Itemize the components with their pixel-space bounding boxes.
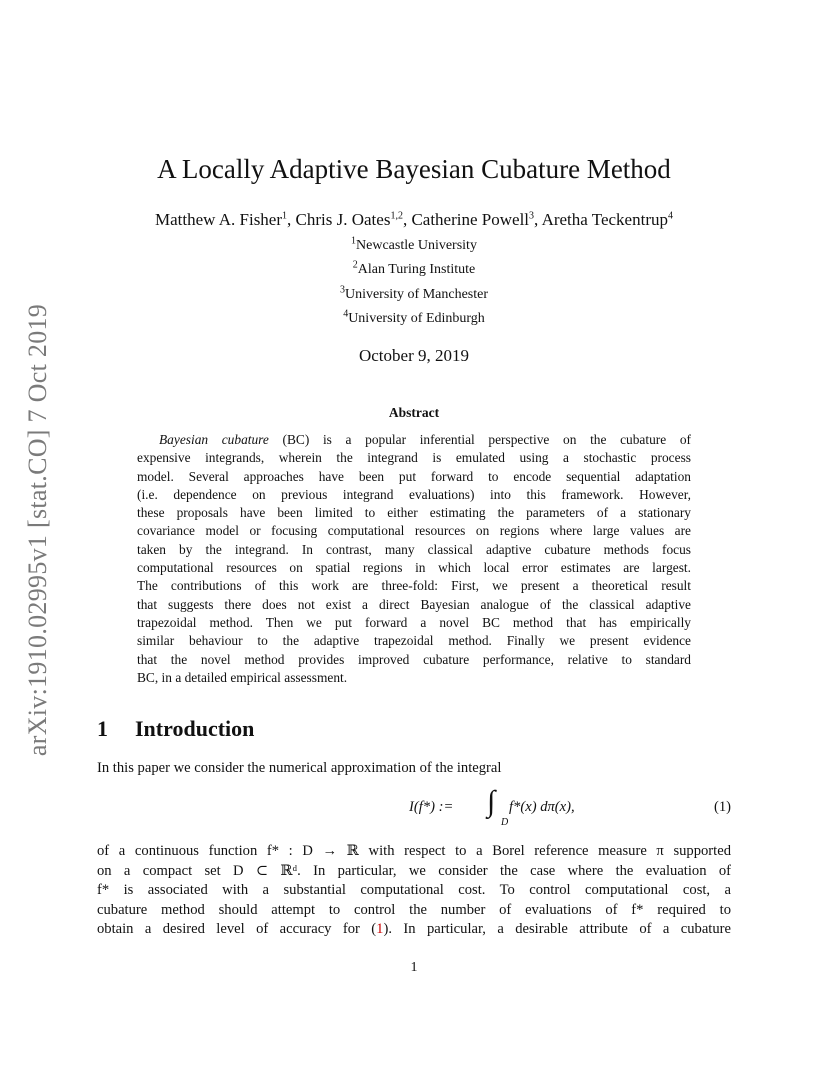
abstract-lead-term: Bayesian cubature [159, 432, 269, 447]
abstract-line: covariance model or focusing computational resources on regions where large values are [137, 523, 691, 539]
section-title: Introduction [135, 716, 255, 741]
body-line: In this paper we consider the numerical approximation of the integral [97, 760, 502, 776]
integral-domain: D [501, 817, 509, 828]
author-affiliation-marker: 3 [529, 210, 535, 222]
paper-title: A Locally Adaptive Bayesian Cubature Method [157, 154, 671, 184]
abstract-line: similar behaviour to the adaptive trapezoidal method. Finally we present evidence [137, 633, 691, 649]
affiliation-marker: 4 [343, 308, 349, 320]
abstract-line: computational resources on spatial regions in which local error estimates are largest. [137, 560, 691, 576]
abstract-body [137, 431, 691, 687]
affiliation-marker: 2 [352, 259, 358, 271]
section-heading [97, 715, 254, 743]
affiliation [0, 261, 828, 279]
equation-1 [97, 785, 731, 829]
affiliation [0, 310, 828, 328]
body-line-text: obtain a desired level of accuracy for ( [97, 921, 377, 938]
equation-reference-link[interactable]: 1 [376, 921, 384, 938]
affiliation [0, 237, 828, 255]
page-number: 1 [410, 960, 418, 975]
equation-number: (1) [713, 799, 731, 815]
author-name: Catherine Powell [411, 210, 530, 229]
body-line: on a compact set D ⊂ ℝᵈ. In particular, we consider the case where the evaluation of [97, 862, 731, 879]
affiliation-name: University of Edinburgh [348, 311, 485, 326]
author-affiliation-marker: 4 [668, 210, 673, 222]
abstract-line: model. Several approaches have been put forward to encode sequential adaptation [137, 468, 691, 484]
affiliation-name: University of Manchester [344, 287, 489, 302]
affiliation-marker: 3 [339, 284, 345, 296]
body-line: cubature method should attempt to control the number of evaluations of f* required to [97, 901, 731, 918]
abstract-line: The contributions of this work are three-fold: First, we present a theoretical result [137, 578, 691, 594]
author-affiliation-marker: 1,2 [390, 210, 403, 222]
abstract-heading: Abstract [388, 405, 440, 420]
body-line [97, 920, 731, 940]
abstract-line: expensive integrands, wherein the integrand is emulated using a stochastic process [137, 450, 691, 466]
equation-lhs: I(f*) := [409, 799, 454, 815]
abstract-line [137, 431, 691, 449]
intro-paragraph [97, 759, 731, 779]
arxiv-identifier: arXiv:1910.02995v1 [stat.CO] 7 Oct 2019 [23, 303, 52, 757]
author-name: Aretha Teckentrup [541, 210, 668, 229]
author-affiliation-marker: 1 [282, 210, 288, 222]
body-line-text: ). In particular, a desirable attribute of a cubature [383, 921, 731, 938]
abstract-line-text: (BC) is a popular inferential perspective on the cubature of [268, 432, 691, 447]
affiliation-name: Alan Turing Institute [357, 262, 476, 277]
body-line: of a continuous function f* : D → ℝ with respect to a Borel reference measure π supported [97, 843, 731, 859]
affiliation-marker: 1 [351, 235, 357, 247]
abstract-line: BC, in a detailed empirical assessment. [137, 669, 348, 685]
section-number: 1 [97, 716, 108, 741]
abstract-line: that suggests there does not exist a direct Bayesian analogue of the classical adaptive [137, 596, 691, 612]
abstract-line: trapezoidal method. Then we put forward a novel BC method that has empirically [137, 614, 691, 630]
body-line: f* is associated with a substantial computational cost. To control computational cost, a [97, 882, 731, 899]
equation-integrand: f*(x) dπ(x), [509, 799, 575, 815]
abstract-line: (i.e. dependence on previous integrand evaluations) into this framework. However, [137, 486, 691, 502]
author-name: Matthew A. Fisher [155, 210, 283, 229]
paper-date: October 9, 2019 [358, 346, 469, 365]
integral-sign: ∫ [487, 785, 496, 818]
author-name: Chris J. Oates [295, 210, 391, 229]
author-list: Matthew A. Fisher$^1$, Chris J. Oates$^{1,2}$, Catherine Powell$^3$, Aretha Teckentrup$^4$ [155, 210, 673, 229]
abstract-line: taken by the integrand. In contrast, many classical adaptive cubature methods focus [137, 541, 691, 557]
body-paragraph [97, 842, 731, 940]
abstract-line: these proposals have been limited to either estimating the parameters of a stationary [137, 505, 691, 521]
abstract-line: that the novel method provides improved cubature performance, relative to standard [137, 651, 691, 667]
affiliation [0, 286, 828, 304]
affiliation-name: Newcastle University [356, 238, 477, 253]
